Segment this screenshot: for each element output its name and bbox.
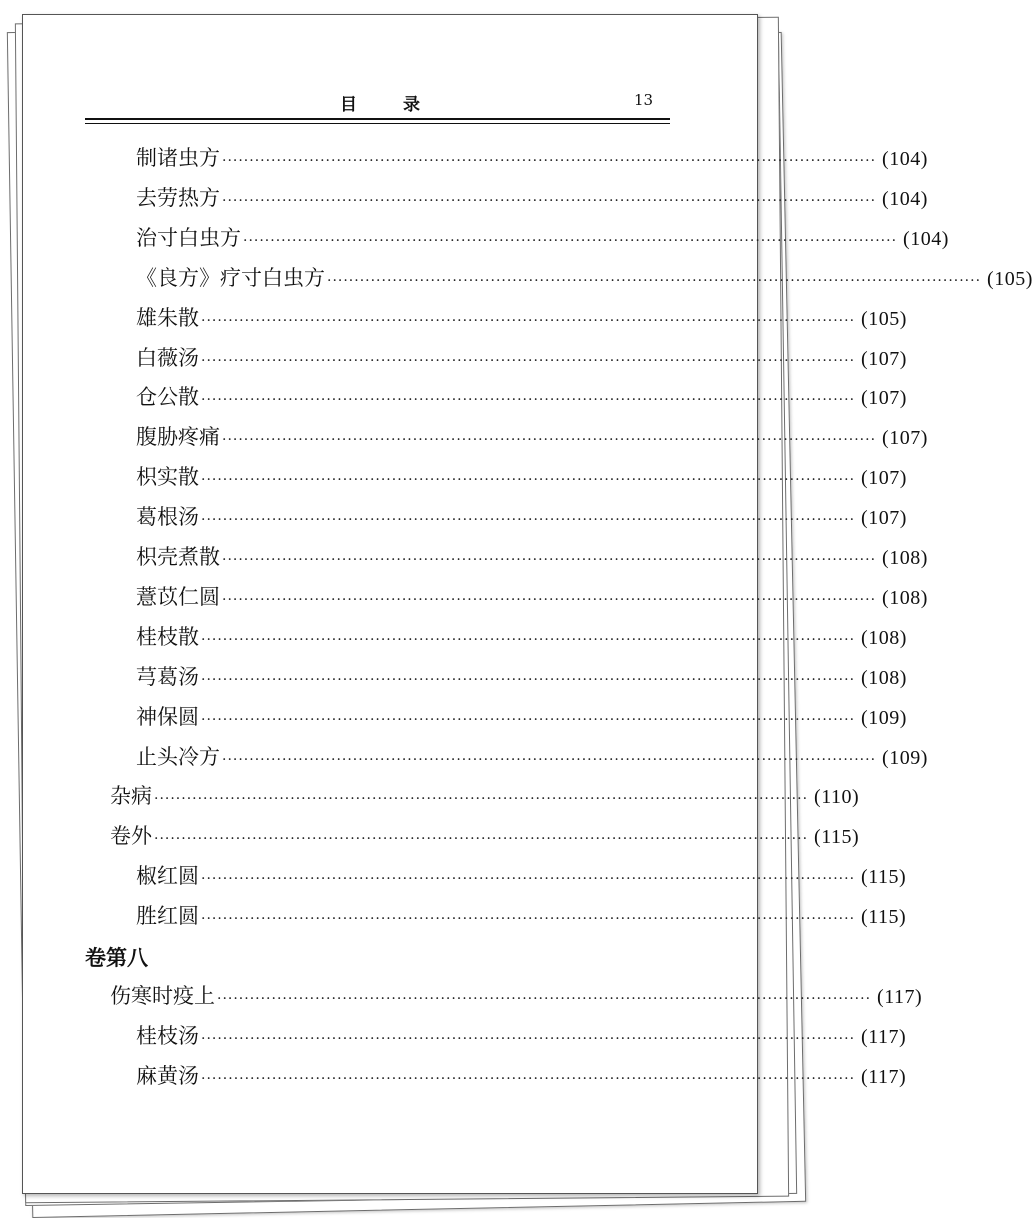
- dot-leader: ························································································································: [327, 272, 982, 289]
- toc-entry[interactable]: [136, 262, 1033, 292]
- toc-entry-page: (108): [861, 626, 907, 649]
- toc-entry[interactable]: [110, 820, 860, 850]
- toc-entry-page: (107): [861, 347, 907, 370]
- toc-entry[interactable]: [136, 1020, 907, 1050]
- toc-entry-title: 止头冷方: [136, 744, 220, 769]
- toc-entry-title: 去劳热方: [136, 185, 220, 210]
- dot-leader: ························································································································: [201, 631, 856, 648]
- toc-entry-title: 薏苡仁圆: [136, 584, 220, 609]
- toc-entry[interactable]: [136, 661, 907, 691]
- header-rule-thin: [85, 123, 670, 124]
- toc-entry-page: (117): [861, 1025, 907, 1048]
- dot-leader: ························································································································: [201, 352, 856, 369]
- toc-entry[interactable]: [136, 501, 907, 531]
- toc-entry-page: (104): [903, 227, 949, 250]
- toc-entry-page: (117): [861, 1065, 907, 1088]
- toc-entry-title: 制诸虫方: [136, 146, 220, 170]
- toc-entry-title: 《良方》疗寸白虫方: [136, 265, 325, 290]
- page-header-title: 目录: [340, 95, 466, 115]
- toc-entry[interactable]: [136, 182, 928, 212]
- dot-leader: ························································································································: [222, 432, 877, 449]
- toc-entry-page: (105): [987, 267, 1033, 290]
- toc-entry-page: (110): [814, 786, 860, 809]
- dot-leader: ························································································································: [243, 232, 898, 249]
- toc-entry[interactable]: [136, 222, 949, 252]
- dot-leader: ························································································································: [222, 552, 877, 568]
- toc-entry[interactable]: [136, 381, 907, 411]
- toc-entry[interactable]: [110, 980, 923, 1010]
- toc-entry-title: 杂病: [110, 784, 152, 809]
- toc-entry-page: (109): [861, 706, 907, 729]
- toc-entry-title: 枳壳煮散: [136, 545, 220, 569]
- toc-entry-title: 仓公散: [136, 385, 199, 410]
- toc-entry-page: (108): [882, 586, 928, 609]
- header-rule-thick: [85, 118, 670, 120]
- dot-leader: ························································································································: [201, 392, 856, 409]
- toc-entry-page: (115): [861, 906, 907, 929]
- toc-entry-page: (104): [882, 187, 928, 210]
- toc-entry-title: 桂枝汤: [136, 1023, 199, 1048]
- dot-leader: ························································································································: [217, 991, 872, 1007]
- toc-entry-title: 雄朱散: [136, 305, 199, 330]
- dot-leader: ························································································································: [201, 1070, 856, 1087]
- toc-entry-title: 治寸白虫方: [136, 225, 241, 250]
- toc-entry-page: (115): [861, 866, 907, 889]
- toc-entry[interactable]: [136, 302, 907, 332]
- toc-entry[interactable]: [136, 461, 907, 491]
- toc-entry-title: 麻黄汤: [136, 1063, 199, 1088]
- dot-leader: ························································································································: [154, 791, 809, 808]
- dot-leader: ························································································································: [201, 711, 856, 728]
- toc-entry-title: 椒红圆: [136, 864, 199, 889]
- toc-entry-page: (104): [882, 148, 928, 170]
- toc-entry[interactable]: [136, 342, 907, 372]
- dot-leader: ························································································································: [201, 871, 856, 888]
- toc-entry-title: 芎葛汤: [136, 664, 199, 689]
- section-heading: 卷第八: [85, 945, 148, 970]
- dot-leader: ························································································································: [201, 911, 856, 928]
- toc-entry[interactable]: [136, 421, 928, 451]
- toc-entry-page: (107): [861, 507, 907, 530]
- toc-entry-title: 桂枝散: [136, 624, 199, 649]
- toc-entry-page: (115): [814, 826, 860, 849]
- toc-entry[interactable]: [136, 860, 907, 890]
- dot-leader: ························································································································: [222, 153, 877, 169]
- dot-leader: ························································································································: [201, 1030, 856, 1047]
- toc-entry-page: (107): [882, 427, 928, 450]
- toc-entry[interactable]: [136, 581, 928, 611]
- dot-leader: ························································································································: [154, 831, 809, 848]
- toc-entry[interactable]: [136, 900, 907, 930]
- toc-entry-page: (108): [882, 547, 928, 569]
- toc-entry-page: (109): [882, 746, 928, 769]
- toc-entry-page: (107): [861, 467, 907, 490]
- toc-entry[interactable]: [110, 780, 860, 810]
- toc-entry-title: 伤寒时疫上: [110, 984, 215, 1008]
- dot-leader: ························································································································: [201, 671, 856, 688]
- toc-entry[interactable]: [136, 741, 928, 771]
- toc-entry-page: (117): [877, 986, 923, 1008]
- toc-entry[interactable]: [136, 1060, 907, 1090]
- toc-entry-page: (108): [861, 666, 907, 689]
- toc-entry-title: 枳实散: [136, 465, 199, 490]
- dot-leader: ························································································································: [201, 312, 856, 329]
- toc-entry-title: 卷外: [110, 824, 152, 849]
- page-number: 13: [634, 91, 654, 109]
- toc-entry[interactable]: [136, 142, 928, 172]
- dot-leader: ························································································································: [222, 751, 877, 768]
- toc-entry[interactable]: [136, 621, 907, 651]
- toc-entry[interactable]: [136, 541, 928, 571]
- toc-entry-title: 白薇汤: [136, 345, 199, 370]
- toc-entry-page: (105): [861, 307, 907, 330]
- toc-entry-title: 胜红圆: [136, 904, 199, 929]
- toc-entry-title: 腹胁疼痛: [136, 425, 220, 450]
- toc-entry-title: 神保圆: [136, 704, 199, 729]
- toc-entry-title: 葛根汤: [136, 505, 199, 530]
- dot-leader: ························································································································: [222, 192, 877, 209]
- dot-leader: ························································································································: [201, 512, 856, 529]
- toc-entry-page: (107): [861, 387, 907, 410]
- dot-leader: ························································································································: [222, 591, 877, 608]
- toc-entry[interactable]: [136, 701, 907, 731]
- dot-leader: ························································································································: [201, 472, 856, 489]
